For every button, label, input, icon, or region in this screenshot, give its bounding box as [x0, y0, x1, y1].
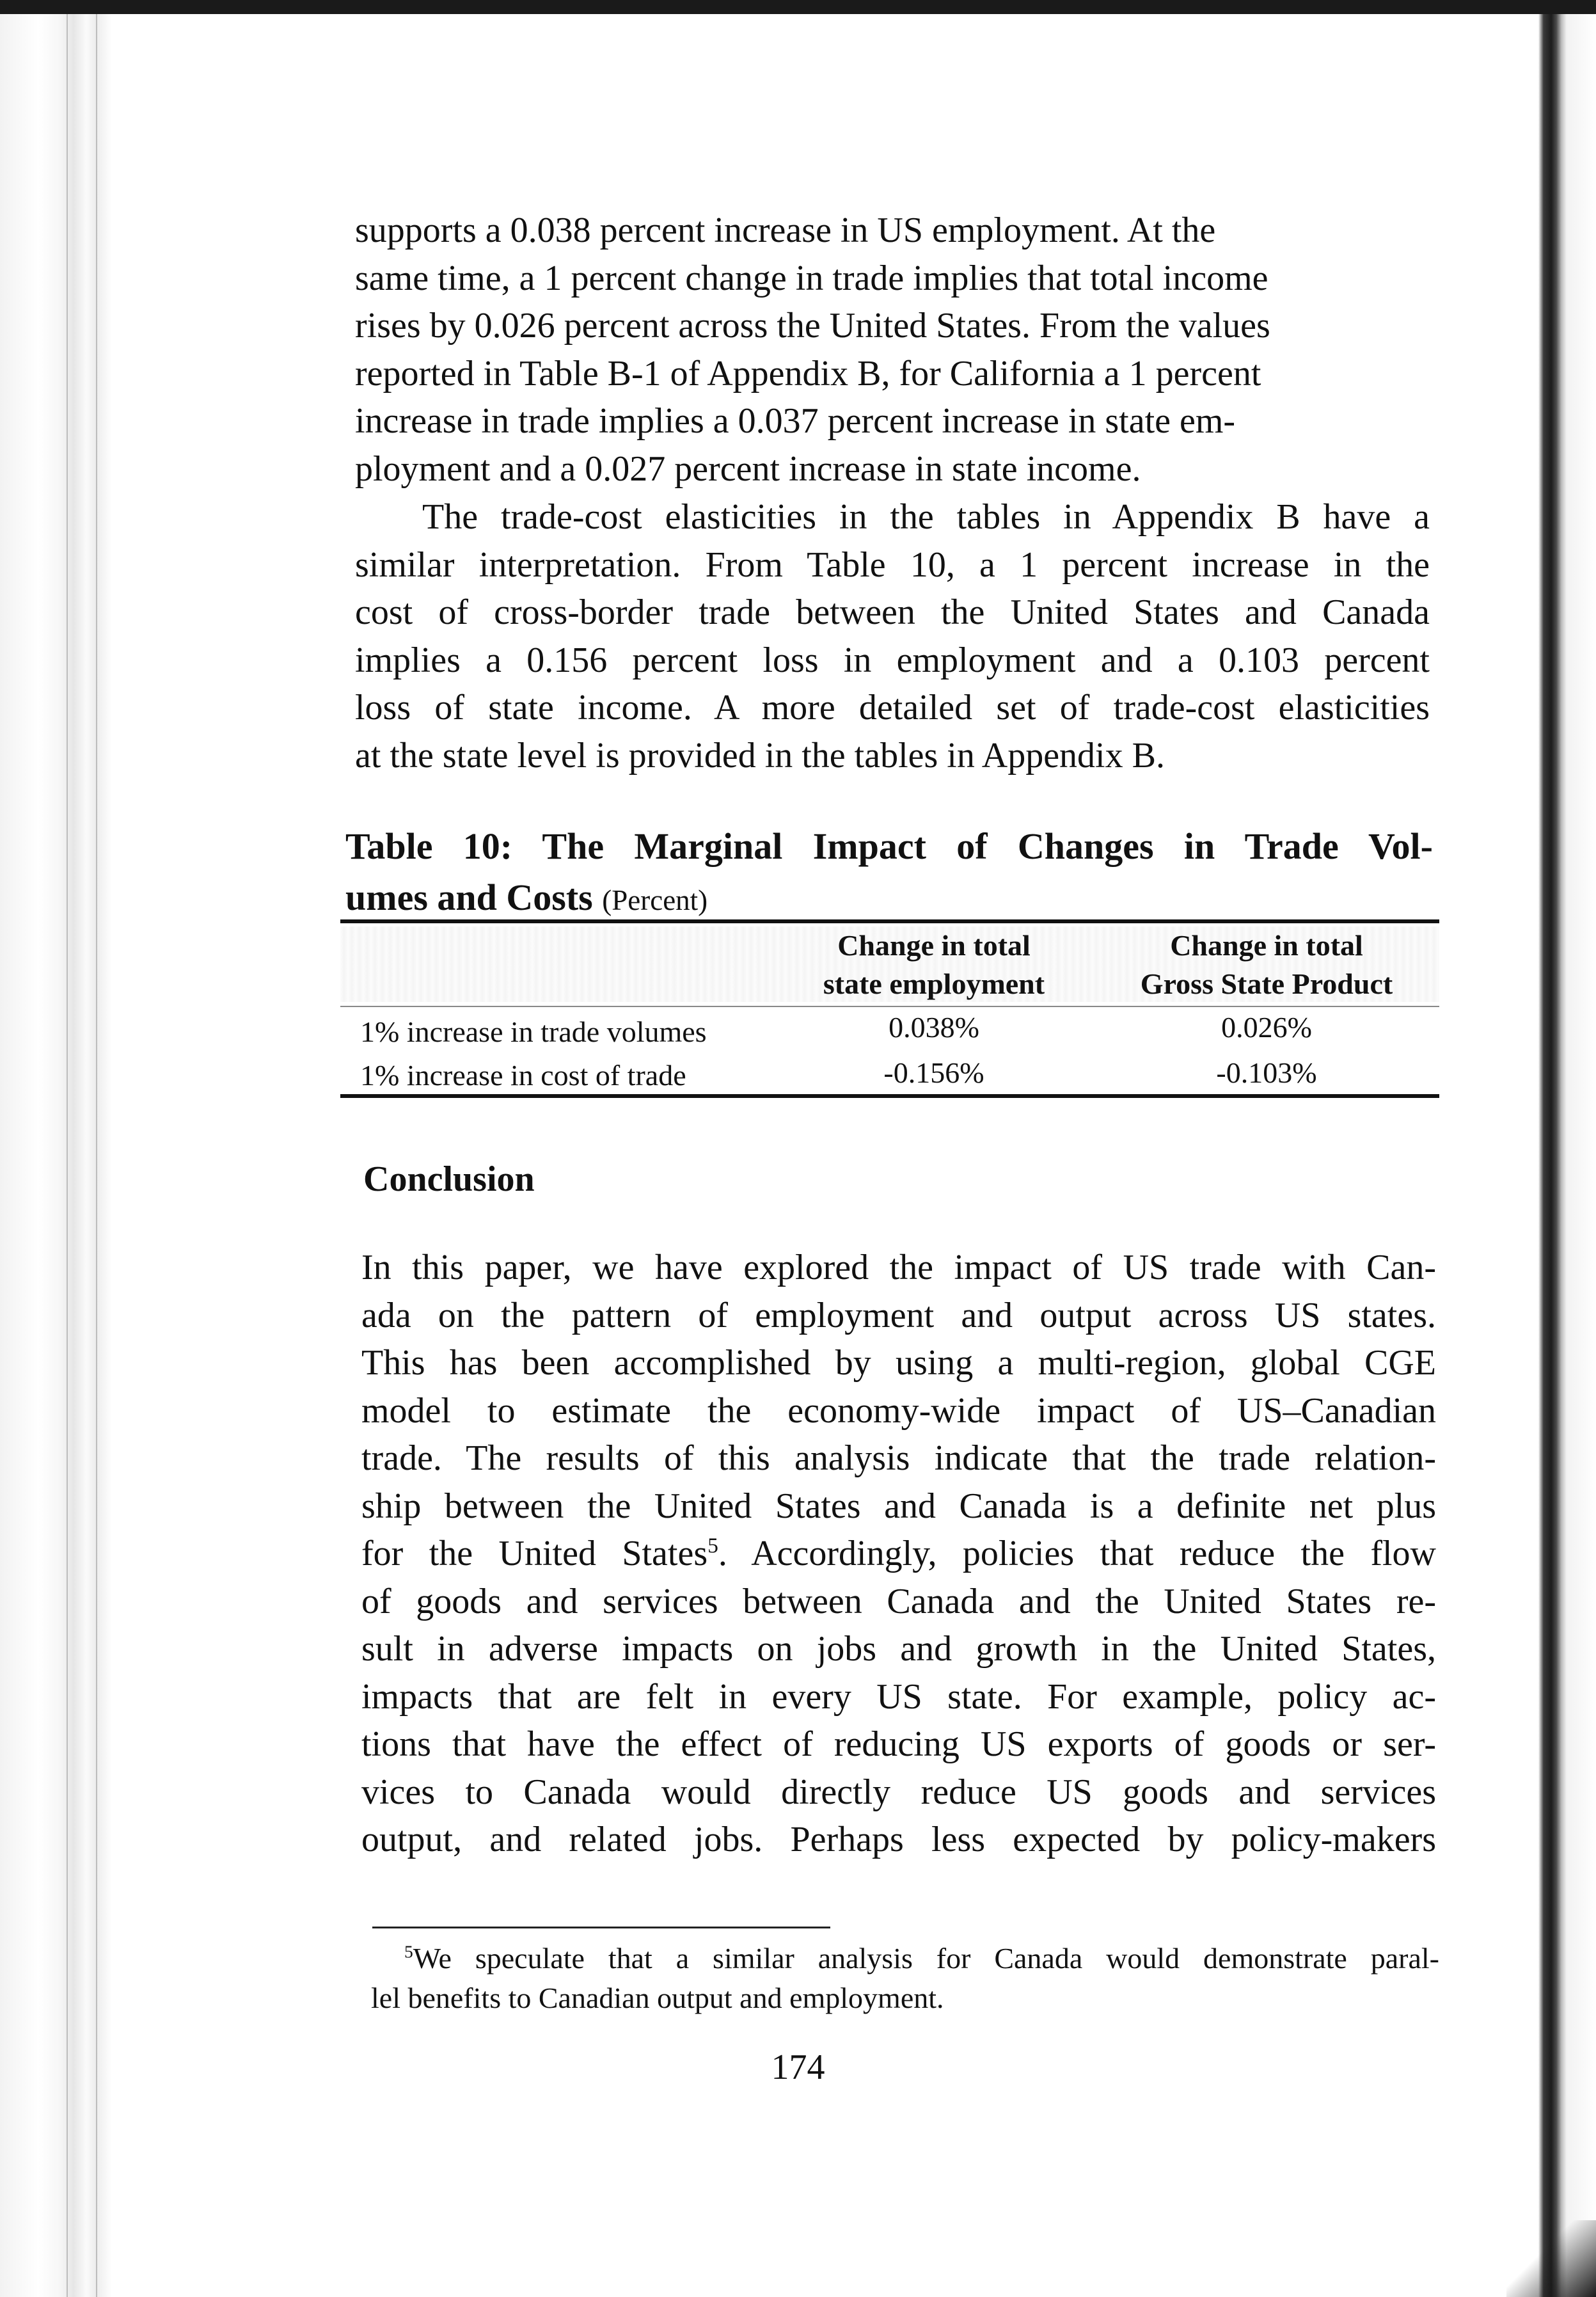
- section-heading: Conclusion: [363, 1159, 535, 1199]
- footnote-text: We speculate that a similar analysis for Canada would demonstrate paral-: [413, 1942, 1439, 1975]
- table-title-line: [345, 872, 1433, 926]
- text-line: [361, 1530, 1436, 1578]
- intro-paragraph: [355, 207, 1430, 493]
- text-line: increase in trade implies a 0.037 percent increase in state em-: [355, 401, 1236, 441]
- table-unit: (Percent): [602, 884, 708, 916]
- text-fragment: for the United States: [361, 1534, 708, 1573]
- column-header-gsp: [1100, 926, 1433, 1003]
- column-header-line: state employment: [823, 967, 1045, 1000]
- text-line: implies a 0.156 percent loss in employment and a 0.103 percent: [355, 640, 1430, 680]
- table-bottom-rule: [340, 1094, 1439, 1098]
- text-line: same time, a 1 percent change in trade implies that total income: [355, 258, 1268, 298]
- table-title-line: Table 10: The Marginal Impact of Changes in Trade Vol-: [345, 825, 1433, 867]
- footnote-line: [371, 1939, 1439, 1978]
- text-line: model to estimate the economy-wide impact of US–Canadian: [361, 1390, 1436, 1431]
- text-line: reported in Table B-1 of Appendix B, for California a 1 percent: [355, 353, 1261, 393]
- text-line: vices to Canada would directly reduce US goods and services: [361, 1772, 1436, 1812]
- text-line: tions that have the effect of reducing US exports of goods or ser-: [361, 1724, 1436, 1764]
- text-line: ship between the United States and Canada is a definite net plus: [361, 1486, 1436, 1526]
- footnote-marker: 5: [707, 1534, 718, 1558]
- elasticity-paragraph: [355, 493, 1430, 779]
- text-line: trade. The results of this analysis indicate that the trade relation-: [361, 1438, 1436, 1478]
- text-line: This has been accomplished by using a multi-region, global CGE: [361, 1343, 1436, 1383]
- text-line: of goods and services between Canada and the United States re-: [361, 1581, 1436, 1621]
- footnote-rule: [372, 1927, 830, 1928]
- column-header-line: Change in total: [837, 929, 1031, 962]
- text-line: at the state level is provided in the tables in Appendix B.: [355, 735, 1165, 775]
- footnote-marker: 5: [404, 1941, 413, 1962]
- gutter-line: [96, 14, 97, 2297]
- table-title: [345, 821, 1433, 926]
- text-line: cost of cross-border trade between the United States and Canada: [355, 592, 1430, 632]
- page-right-edge: [1526, 14, 1596, 2297]
- text-line: impacts that are felt in every US state. For example, policy ac-: [361, 1676, 1436, 1717]
- cell-gsp: 0.026%: [1221, 1011, 1312, 1044]
- text-line: sult in adverse impacts on jobs and growth in the United States,: [361, 1629, 1436, 1669]
- column-header-employment: [787, 926, 1081, 1003]
- text-line: In this paper, we have explored the impact of US trade with Can-: [361, 1248, 1436, 1287]
- page-corner-shadow: [1506, 2220, 1596, 2297]
- scan-top-edge: [0, 0, 1596, 14]
- table-header-rule: [340, 1006, 1439, 1007]
- footnote-line: lel benefits to Canadian output and employment.: [371, 1982, 944, 2014]
- gutter-line: [67, 14, 68, 2297]
- book-gutter: [0, 14, 147, 2297]
- text-line: ada on the pattern of employment and output across US states.: [361, 1295, 1436, 1335]
- row-label: 1% increase in trade volumes: [360, 1015, 707, 1048]
- cell-employment: -0.156%: [883, 1056, 984, 1089]
- conclusion-paragraph: [361, 1244, 1436, 1864]
- text-line: similar interpretation. From Table 10, a 1 percent increase in the: [355, 544, 1430, 585]
- column-header-line: Gross State Product: [1140, 967, 1393, 1000]
- footnote: [371, 1939, 1439, 2018]
- text-line: ployment and a 0.027 percent increase in state income.: [355, 449, 1141, 489]
- text-line: The trade-cost elasticities in the tables in Appendix B have a: [422, 497, 1430, 537]
- text-fragment: . Accordingly, policies that reduce the flow: [718, 1534, 1437, 1573]
- table-top-rule: [340, 919, 1439, 923]
- cell-employment: 0.038%: [889, 1011, 979, 1044]
- text-line: supports a 0.038 percent increase in US employment. At the: [355, 211, 1216, 250]
- table-title-text: umes and Costs: [345, 877, 593, 918]
- text-line: rises by 0.026 percent across the United States. From the values: [355, 306, 1270, 346]
- row-label: 1% increase in cost of trade: [360, 1059, 686, 1092]
- column-header-line: Change in total: [1170, 929, 1363, 962]
- cell-gsp: -0.103%: [1216, 1056, 1317, 1089]
- text-line: loss of state income. A more detailed set of trade-cost elasticities: [355, 688, 1430, 727]
- text-line: output, and related jobs. Perhaps less expected by policy-makers: [361, 1820, 1436, 1859]
- page-number: 174: [771, 2047, 825, 2087]
